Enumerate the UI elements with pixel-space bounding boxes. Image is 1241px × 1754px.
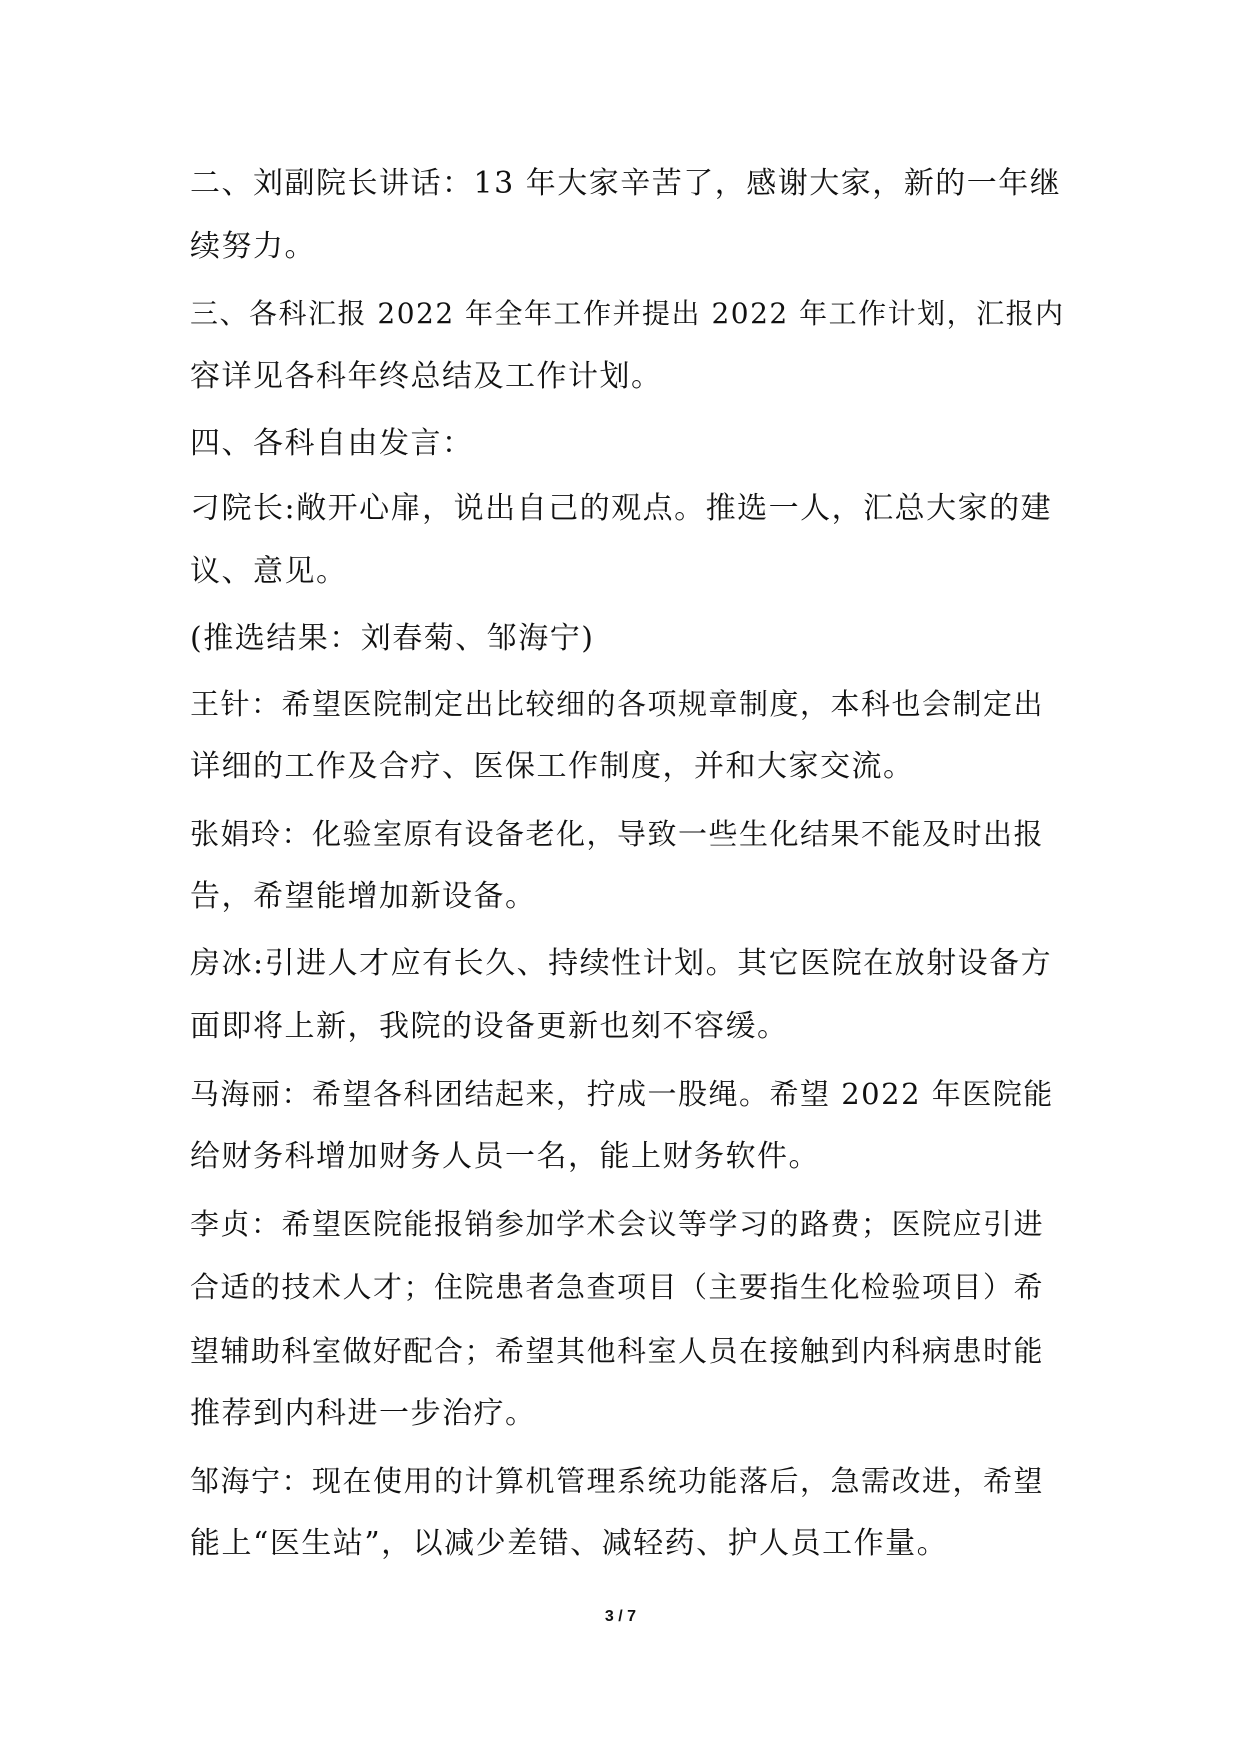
text-line: 容详见各科年终总结及工作计划。 xyxy=(190,359,663,394)
text-line: 告，希望能增加新设备。 xyxy=(190,879,537,914)
text-line: 面即将上新，我院的设备更新也刻不容缓。 xyxy=(190,1009,789,1044)
text-line: 李贞：希望医院能报销参加学术会议等学习的路费；医院应引进 xyxy=(190,1207,1045,1241)
text-line: 续努力。 xyxy=(190,229,316,264)
text-line: 详细的工作及合疗、医保工作制度，并和大家交流。 xyxy=(190,749,915,784)
text-line: 议、意见。 xyxy=(190,554,348,589)
text-line: 王针：希望医院制定出比较细的各项规章制度，本科也会制定出 xyxy=(190,687,1045,721)
text-line: 邹海宁：现在使用的计算机管理系统功能落后，急需改进，希望 xyxy=(190,1464,1045,1498)
text-line: 合适的技术人才；住院患者急查项目（主要指生化检验项目）希 xyxy=(190,1270,1045,1304)
text-line: 三、各科汇报 2022 年全年工作并提出 2022 年工作计划，汇报内 xyxy=(190,297,1065,330)
text-line: 四、各科自由发言： xyxy=(190,426,474,461)
text-line: 张娟玲：化验室原有设备老化，导致一些生化结果不能及时出报 xyxy=(190,817,1045,851)
text-line: 推荐到内科进一步治疗。 xyxy=(190,1396,537,1431)
text-line: 望辅助科室做好配合；希望其他科室人员在接触到内科病患时能 xyxy=(190,1334,1045,1368)
text-line: 刁院长:敞开心扉，说出自己的观点。推选一人，汇总大家的建 xyxy=(190,491,1053,526)
text-line: 二、刘副院长讲话：13 年大家辛苦了，感谢大家，新的一年继 xyxy=(190,166,1062,201)
text-line: 能上“医生站”，以减少差错、减轻药、护人员工作量。 xyxy=(190,1526,949,1561)
text-line: 马海丽：希望各科团结起来，拧成一股绳。希望 2022 年医院能 xyxy=(190,1077,1054,1111)
page-number: 3 / 7 xyxy=(604,1608,637,1625)
text-line: 给财务科增加财务人员一名，能上财务软件。 xyxy=(190,1139,820,1174)
text-line: (推选结果：刘春菊、邹海宁) xyxy=(190,621,595,656)
text-line: 房冰:引进人才应有长久、持续性计划。其它医院在放射设备方 xyxy=(190,946,1053,981)
